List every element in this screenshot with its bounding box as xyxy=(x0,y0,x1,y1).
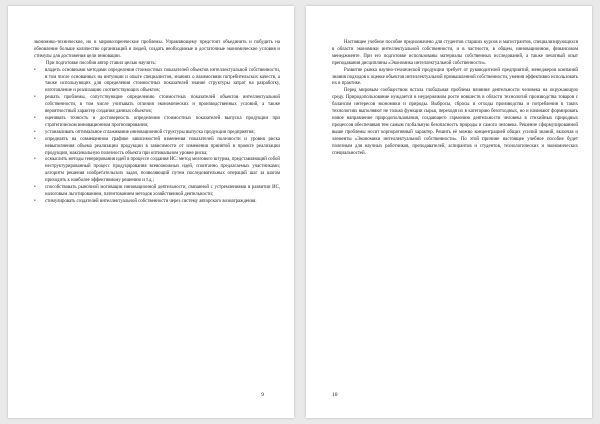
goal-item: • решать проблемы, сопутствующие определению стоимостных показателей объектов интеллектуальной собственности, в том числе учитывать отличия экономических и производственных условий, а также вероятностный характер создания данных объектов; xyxy=(34,95,280,116)
goals-list xyxy=(34,68,280,206)
page-number: 9 xyxy=(261,392,264,398)
goal-item: • стимулировать создателей интеллектуальной собственности через систему авторского вознаграждения. xyxy=(34,199,280,206)
left-page xyxy=(8,6,294,418)
goal-item: • способствовать рыночной мотивации инновационной деятельности, связанной с устремлениями в развитии ИС, налоговым льготированием, патентованием методов хозяйственной деятельности; xyxy=(34,185,280,199)
right-paragraph: Развитие рынка научно-технической продукции требует от руководителей предприятий, менеджеров компаний знания подходов к оценке объектов интеллектуальной промышленной собственности, умения эффективно использовать их в практике. xyxy=(332,67,578,87)
left-intro-paragraph: экономико-технические, но и мировоззренческие проблемы. Управляющему предстоит объединить и побудить на обновление больше количество организаций и людей, создать необходимые и достаточные экономические условия и стимулы для достижения цели инновации. xyxy=(34,40,280,59)
right-page xyxy=(306,6,592,418)
goal-item: • определять на совмещенном графике зависимостей изменения показателей полезности и уровня риска невыполнения объема реализации продукции в зависимости от изменения принятой в проекте реализации продукции, максимальную полезность объекта при оптимальном уровне риска; xyxy=(34,137,280,158)
right-paragraph: Настоящее учебное пособие предназначено для студентов старших курсов и магистрантов, специализирующихся в области экономики интеллектуальной собственности, и в частности, в общем, инновационном, финансовом менеджменте. При его подготовке использованы материалы собственных исследований, а также печатный опыт преподавания дисциплины «Экономика интеллектуальной собственности». xyxy=(332,40,578,66)
goal-item: • владеть основными методами определения стоимостных показателей объектов интеллектуальной собственности, в том числе основанных на интуиции и опыте специалистов, знаниях о взаимосвязи потребительских качеств, а также использующих для определения стоимостных показателей знание структуры затрат на разработку, изготовление и реализацию соответствующих объектов; xyxy=(34,68,280,96)
goal-item: • осмыслить методы генерирования идей в процессе создания ИС: метод мозгового штурма, представляющий собой неструктурированный процесс продуцирования всевозможных идей, спонтанно предлагаемых участниками; алгоритм решения изобретательских задач, позволяющий путем последовательных операций шаг за шагом приходить к наиболее эффективному решению и т.д.; xyxy=(34,157,280,185)
right-page-text xyxy=(332,40,578,157)
left-page-text xyxy=(34,40,280,206)
left-lead-paragraph: При подготовке пособия автор ставил целью научить: xyxy=(46,60,156,66)
page-number: 10 xyxy=(332,392,338,398)
right-paragraph: Перед мировым сообществом встала глобальная проблема влияния деятельности человека на окружающую среду. Природопользование нуждается в неудержимом росте новшеств в области технологий производства товаров с балансом интересов экономики и природы. Выбросы, сбросы и отходы производства и потребления в таких технологиях выполняют не только функции сырья, переходя их в категорию безотходных, но и начинают формировать новое направление природопользования, создающего гармонию деятельности человека в стихийных природных процессов обеспечивая тем самым глобальную безопасность природы и самого человека. Решение сформулированной выше проблемы носит корпоративный характер. Решить её можно концентрацией общих усилий знаний, включая и элементы «Экономики интеллектуальной собственности». По этой причине настоящее учебное пособие будет полезным для научных работников, преподавателей, аспирантов и студентов, технологических и экономических специальностей. xyxy=(332,88,578,156)
goal-item: • устанавливать оптимальное сглаживание инновационной структуры выпуска продукции предприятия; xyxy=(34,130,280,137)
goal-item: • оценивать точность и достоверность определения стоимостных показателей выпуска продукции при стратегическом инновационном прогнозировании; xyxy=(34,116,280,130)
